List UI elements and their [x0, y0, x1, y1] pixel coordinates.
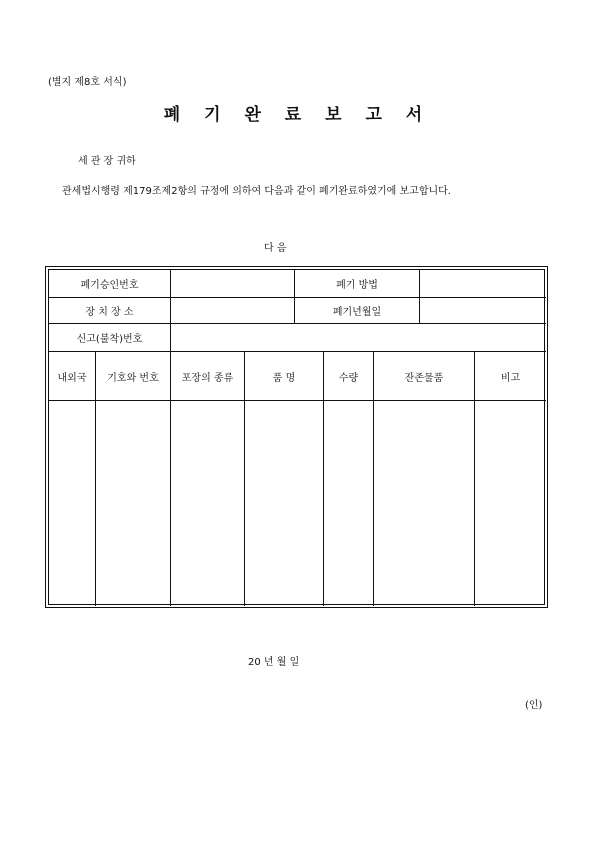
body-text: 관세법시행령 제179조제2항의 규정에 의하여 다음과 같이 폐기완료하였기에 보고합니다.: [62, 186, 451, 197]
column-header: 기호와 번호: [107, 372, 159, 384]
item-entry-area[interactable]: [49, 401, 546, 606]
disposal-form-table: [45, 266, 548, 608]
column-header: 포장의 종류: [181, 372, 234, 384]
declaration-number-field[interactable]: [171, 324, 546, 351]
storage-location-field[interactable]: [171, 298, 294, 323]
date-line: 20 년 월 일: [248, 657, 300, 668]
disposal-date-field[interactable]: [420, 298, 546, 323]
column-header: 잔존물품: [404, 372, 444, 384]
disposal-method-field[interactable]: [420, 270, 546, 297]
approval-number-label: 폐기승인번호: [80, 280, 139, 291]
form-number: (별지 제8호 서식): [48, 77, 127, 88]
disposal-date-label: 폐기년월일: [332, 307, 382, 318]
column-header: 내외국: [57, 372, 87, 384]
column-header: 품 명: [272, 372, 296, 384]
document-title: 폐 기 완 료 보 고 서: [163, 105, 432, 125]
storage-location-label: 장 치 장 소: [85, 307, 134, 318]
column-header: 비고: [500, 372, 521, 384]
seal-mark: (인): [525, 700, 543, 711]
notice-heading: 다 음: [264, 243, 287, 254]
recipient-line: 세 관 장 귀하: [78, 156, 136, 167]
approval-number-field[interactable]: [171, 270, 294, 297]
column-header: 수량: [338, 372, 359, 384]
declaration-number-label: 신고(불착)번호: [76, 334, 143, 345]
disposal-method-label: 폐기 방법: [336, 280, 378, 291]
disposal-form-inner: [48, 269, 545, 605]
